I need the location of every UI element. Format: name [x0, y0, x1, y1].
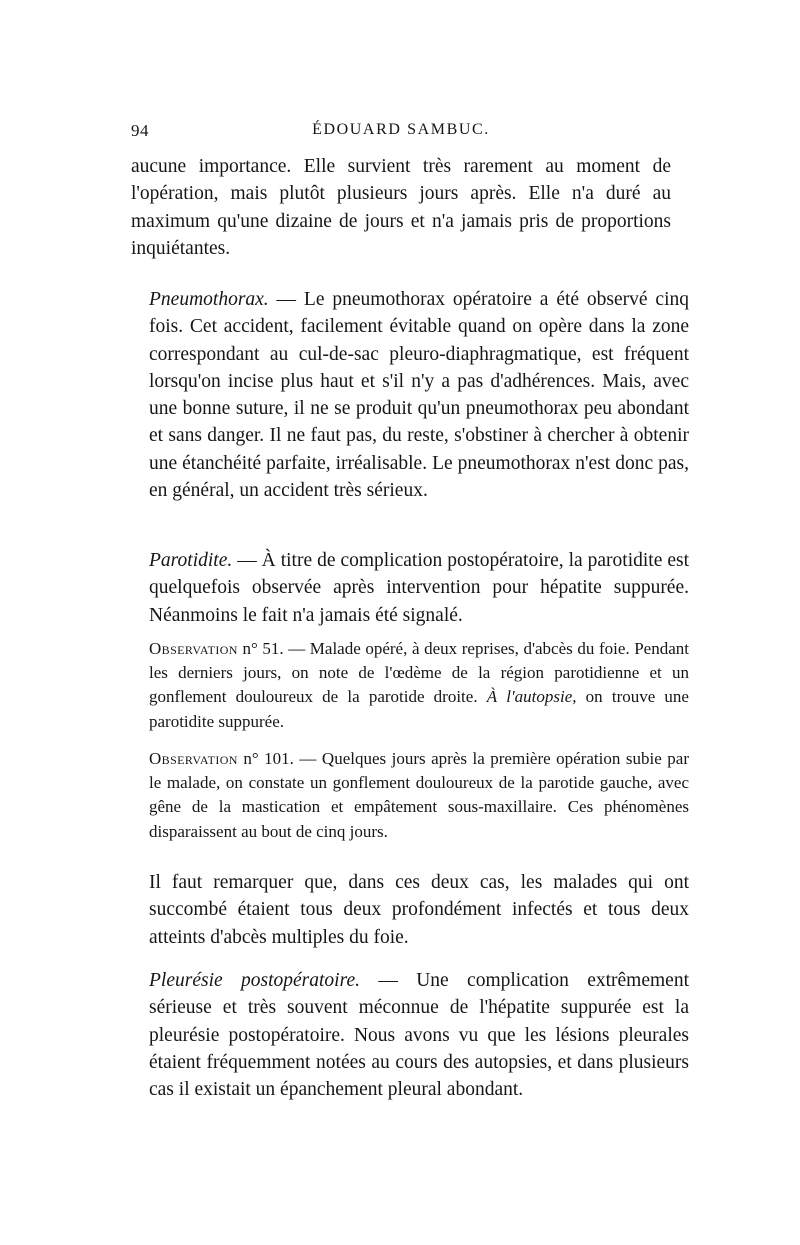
running-title: ÉDOUARD SAMBUC.: [312, 121, 490, 138]
observation-51-text-b: on trouve une parotidite suppurée.: [149, 687, 689, 731]
observation-51-text-a: — Malade opéré, à deux reprises, d'abcès du foie. Pendant les derniers jours, on note de l'œdème de la région parotidienne et un gonflement douloureux de la parotide droite.: [149, 639, 689, 707]
page-header: [131, 121, 671, 143]
parotidite-heading: Parotidite.: [149, 550, 233, 571]
observation-51: [131, 637, 689, 734]
observation-51-number: n° 51.: [237, 639, 284, 658]
parotidite-paragraph: [131, 547, 689, 629]
parotidite-text: — À titre de complication postopératoire, la parotidite est quelquefois observée après intervention pour hépatite suppurée. Néanmoins le fait n'a jamais été signalé.: [149, 550, 689, 626]
pleuresie-heading: Pleurésie postopératoire.: [149, 970, 360, 991]
observation-101-text: — Quelques jours après la première opération subie par le malade, on constate un gonflement douloureux de la parotide gauche, avec gêne de la mastication et empâtement sous-maxillaire. Ces phénomènes disparaissent au bout de cinq jours.: [149, 749, 689, 841]
observation-51-autopsy: À l'autopsie,: [486, 687, 577, 707]
observation-101-number: n° 101.: [237, 749, 294, 768]
observation-101: [131, 747, 689, 844]
pleuresie-text: — Une complication extrêmement sérieuse et très souvent méconnue de l'hépatite suppurée est la pleurésie postopératoire. Nous avons vu que les lésions pleurales étaient fréquemment notées au cours des autopsies, et dans plusieurs cas il existait un épanchement pleural abondant.: [149, 970, 689, 1101]
observation-51-label: Observation: [149, 639, 238, 658]
pneumothorax-text: — Le pneumothorax opératoire a été observé cinq fois. Cet accident, facilement évitable quand on opère dans la zone correspondant au cul-de-sac pleuro-diaphragmatique, est fréquent lorsqu'on incise plus haut et s'il n'y a pas d'adhérences. Mais, avec une bonne suture, il ne se produit qu'un pneumothorax peu abondant et sans danger. Il ne faut pas, du reste, s'obstiner à chercher à obtenir une étanchéité parfaite, irréalisable. Le pneumothorax n'est donc pas, en général, un accident très sérieux.: [149, 289, 689, 502]
remark-text: Il faut remarquer que, dans ces deux cas, les malades qui ont succombé étaient tous deux profondément infectés et tous deux atteints d'abcès multiples du foie.: [149, 872, 689, 948]
pneumothorax-heading: Pneumothorax.: [149, 289, 269, 310]
pneumothorax-paragraph: [131, 286, 689, 504]
pleuresie-paragraph: [131, 967, 689, 1103]
intro-text: aucune importance. Elle survient très rarement au moment de l'opération, mais plutôt plusieurs jours après. Elle n'a duré au maximum qu'une dizaine de jours et n'a jamais pris de proportions inquiétantes.: [131, 156, 671, 259]
page-number: 94: [131, 121, 149, 140]
remark-paragraph: [131, 869, 689, 951]
observation-101-label: Observation: [149, 749, 238, 768]
intro-paragraph: [131, 153, 671, 262]
